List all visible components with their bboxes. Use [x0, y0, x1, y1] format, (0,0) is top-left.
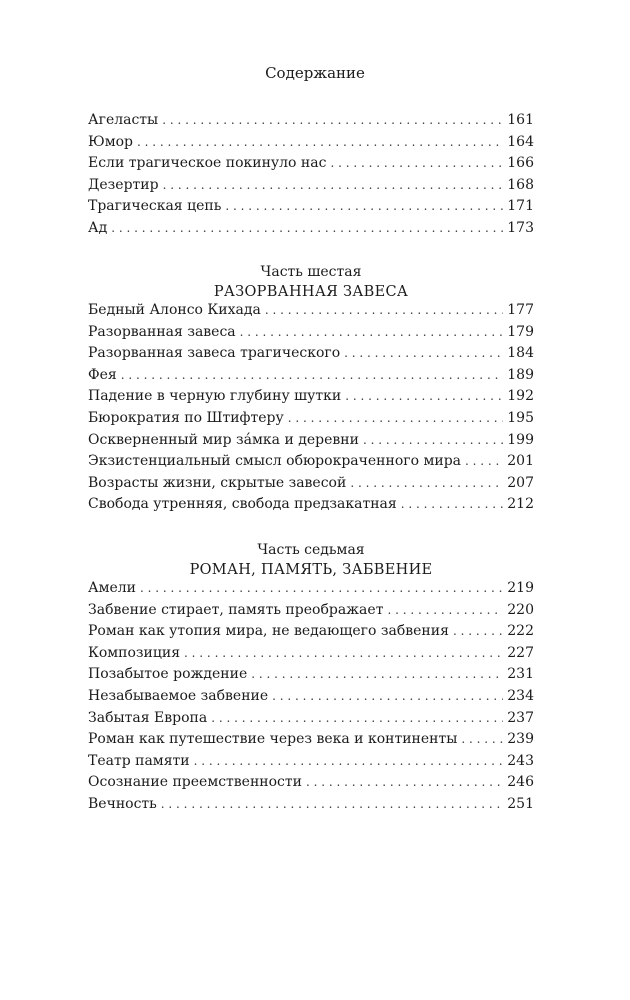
toc-entry-page: 222 — [507, 623, 534, 640]
toc-entry-title: Падение в черную глубину шутки — [88, 388, 342, 405]
toc-leader-dots — [453, 624, 503, 638]
toc-leader-dots — [350, 476, 503, 490]
toc-entry-page: 184 — [507, 345, 534, 362]
part-6-name: РАЗОРВАННАЯ ЗАВЕСА — [213, 284, 409, 300]
toc-entry-title: Разорванная завеса трагического — [88, 345, 341, 362]
toc-entry — [88, 645, 534, 667]
toc-section-part-6 — [88, 302, 534, 518]
part-6-heading — [88, 262, 534, 302]
toc-leader-dots — [251, 667, 503, 681]
toc-entry — [88, 796, 534, 818]
toc-leader-dots — [137, 135, 503, 149]
toc-entry-page: 220 — [507, 601, 534, 618]
toc-entry-title: Экзистенциальный смысл обюрокраченного мира — [88, 453, 462, 470]
toc-entry — [88, 688, 534, 710]
toc-entry — [88, 753, 534, 775]
toc-entry-title: Агеласты — [88, 112, 159, 128]
toc-leader-dots — [161, 797, 503, 811]
toc-entry-title: Оскверненный мир зáмка и деревни — [88, 431, 359, 448]
toc-leader-dots — [363, 433, 503, 447]
toc-entry — [88, 198, 534, 220]
page-header: Содержание — [265, 64, 365, 82]
toc-section-1 — [88, 112, 534, 242]
toc-entry-page: 239 — [507, 731, 534, 748]
toc-leader-dots — [162, 113, 503, 127]
toc-entry-page: 227 — [507, 644, 534, 661]
toc-entry-page: 189 — [507, 366, 534, 383]
toc-entry-title: Разорванная завеса — [88, 323, 236, 340]
toc-entry-page: 251 — [507, 795, 534, 812]
toc-entry-title: Бюрократия по Штифтеру — [88, 409, 284, 426]
toc-entry-title: Вечность — [88, 795, 157, 812]
toc-entry — [88, 388, 534, 410]
toc-entry-title: Если трагическое покинуло нас — [88, 155, 327, 172]
toc-section-part-7 — [88, 580, 534, 818]
toc-leader-dots — [344, 346, 503, 360]
part-7-name: РОМАН, ПАМЯТЬ, ЗАБВЕНИЕ — [189, 562, 433, 578]
toc-leader-dots — [140, 581, 503, 595]
toc-entry — [88, 324, 534, 346]
toc-entry-page: 171 — [507, 198, 534, 215]
toc-entry-page: 164 — [507, 133, 534, 150]
toc-entry-page: 179 — [507, 323, 534, 340]
part-6-label: Часть шестая — [260, 264, 362, 280]
toc-leader-dots — [387, 603, 503, 617]
toc-entry-page: 212 — [507, 496, 534, 513]
toc-entry-title: Осознание преемственности — [88, 774, 302, 791]
toc-entry-page: 195 — [507, 409, 534, 426]
toc-entry-title: Композиция — [88, 644, 181, 661]
toc-entry — [88, 112, 534, 134]
toc-entry — [88, 134, 534, 156]
toc-leader-dots — [225, 199, 503, 213]
toc-entry-page: 166 — [507, 155, 534, 172]
toc-entry-page: 243 — [507, 752, 534, 769]
toc-entry-title: Роман как путешествие через века и континенты — [88, 731, 458, 748]
toc-leader-dots — [240, 325, 504, 339]
toc-leader-dots — [184, 646, 503, 660]
toc-entry-page: 161 — [507, 112, 534, 128]
toc-leader-dots — [345, 389, 503, 403]
toc-entry-page: 199 — [507, 431, 534, 448]
toc-leader-dots — [111, 221, 503, 235]
part-7-label: Часть седьмая — [257, 542, 365, 558]
toc-entry-page: 234 — [507, 687, 534, 704]
toc-entry-title: Фея — [88, 366, 117, 383]
toc-entry — [88, 774, 534, 796]
toc-leader-dots — [265, 303, 503, 317]
toc-entry-title: Забвение стирает, память преображает — [88, 601, 384, 618]
toc-leader-dots — [401, 497, 504, 511]
toc-entry-page: 201 — [507, 453, 534, 470]
toc-entry-title: Трагическая цепь — [88, 198, 222, 215]
toc-entry-title: Дезертир — [88, 176, 159, 193]
toc-entry-title: Позабытое рождение — [88, 666, 248, 683]
toc-leader-dots — [194, 754, 504, 768]
toc-entry — [88, 602, 534, 624]
toc-leader-dots — [272, 689, 503, 703]
toc-entry-title: Возрасты жизни, скрытые завесой — [88, 474, 347, 491]
toc-entry — [88, 410, 534, 432]
toc-entry — [88, 666, 534, 688]
toc-entry — [88, 710, 534, 732]
toc-entry-title: Роман как утопия мира, не ведающего забвения — [88, 623, 449, 640]
toc-entry — [88, 302, 534, 324]
part-7-heading — [88, 540, 534, 580]
toc-entry-page: 168 — [507, 176, 534, 193]
toc-entry — [88, 580, 534, 602]
toc-entry-page: 173 — [507, 219, 534, 236]
toc-entry — [88, 475, 534, 497]
toc-entry-page: 207 — [507, 474, 534, 491]
toc-entry-page: 219 — [507, 580, 534, 596]
toc-entry-title: Ад — [88, 219, 108, 236]
toc-leader-dots — [163, 178, 504, 192]
toc-leader-dots — [211, 711, 503, 725]
toc-entry-title: Юмор — [88, 133, 133, 150]
toc-entry — [88, 496, 534, 518]
toc-leader-dots — [330, 156, 503, 170]
toc-entry — [88, 731, 534, 753]
toc-entry-page: 231 — [507, 666, 534, 683]
toc-leader-dots — [461, 732, 503, 746]
toc-entry-title: Амели — [88, 580, 137, 596]
toc-leader-dots — [306, 775, 503, 789]
toc-entry-title: Незабываемое забвение — [88, 687, 269, 704]
toc-entry — [88, 345, 534, 367]
toc-entry-title: Свобода утренняя, свобода предзакатная — [88, 496, 397, 513]
toc-entry-page: 237 — [507, 709, 534, 726]
toc-entry — [88, 453, 534, 475]
toc-entry-page: 177 — [507, 302, 534, 318]
toc-entry — [88, 623, 534, 645]
toc-entry — [88, 432, 534, 454]
toc-leader-dots — [121, 368, 504, 382]
toc-entry — [88, 367, 534, 389]
toc-leader-dots — [465, 454, 503, 468]
toc-entry-title: Театр памяти — [88, 752, 190, 769]
toc-leader-dots — [288, 411, 504, 425]
toc-entry-page: 192 — [507, 388, 534, 405]
toc-entry — [88, 155, 534, 177]
toc-entry-title: Забытая Европа — [88, 709, 208, 726]
toc-entry-title: Бедный Алонсо Кихада — [88, 302, 261, 318]
toc-entry — [88, 177, 534, 199]
toc-entry — [88, 220, 534, 242]
toc-entry-page: 246 — [507, 774, 534, 791]
